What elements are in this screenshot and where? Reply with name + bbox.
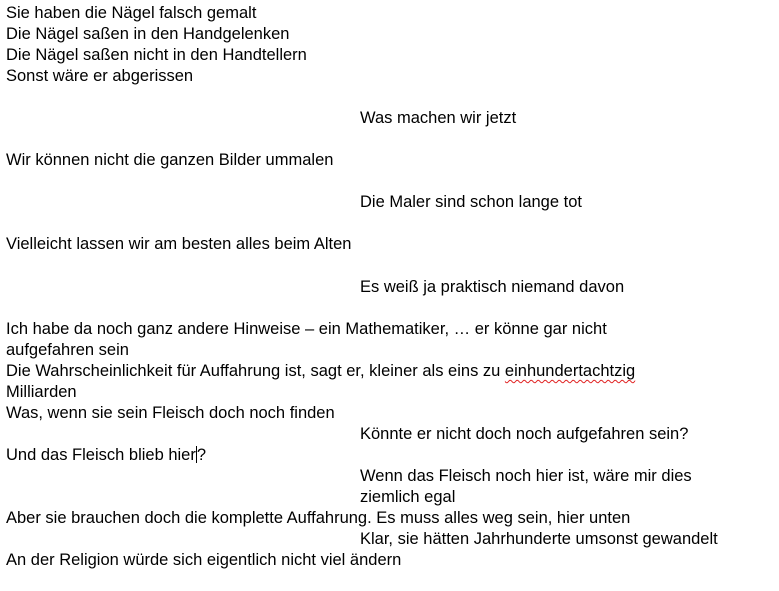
text-line: Milliarden <box>6 383 77 401</box>
text-line: Ich habe da noch ganz andere Hinweise – ein Mathematiker, … er könne gar nicht <box>6 320 607 338</box>
text-line: Aber sie brauchen doch die komplette Auffahrung. Es muss alles weg sein, hier unten <box>6 509 631 527</box>
text-line-indented: Könnte er nicht doch noch aufgefahren sein? <box>360 425 689 443</box>
text-line <box>6 361 635 382</box>
text-run: ? <box>196 446 207 464</box>
text-line-indented: Klar, sie hätten Jahrhunderte umsonst gewandelt <box>360 530 718 548</box>
text-line-indented: ziemlich egal <box>360 488 456 506</box>
text-line-indented: Was machen wir jetzt <box>360 109 517 127</box>
text-line: Vielleicht lassen wir am besten alles beim Alten <box>6 235 352 253</box>
text-line: Sonst wäre er abgerissen <box>6 67 194 85</box>
text-line: An der Religion würde sich eigentlich nicht viel ändern <box>6 551 402 569</box>
text-line: Wir können nicht die ganzen Bilder ummalen <box>6 151 334 169</box>
text-line-indented: Wenn das Fleisch noch hier ist, wäre mir dies <box>360 467 692 485</box>
text-line-indented: Die Maler sind schon lange tot <box>360 193 582 211</box>
misspelled-word[interactable]: einhundertachtzig <box>504 362 636 380</box>
text-line: Die Nägel saßen nicht in den Handtellern <box>6 46 307 64</box>
text-run: Die Wahrscheinlichkeit für Auffahrung ist, sagt er, kleiner als eins zu <box>6 362 505 380</box>
text-run: Und das Fleisch blieb hier <box>6 446 196 464</box>
text-line: Sie haben die Nägel falsch gemalt <box>6 4 257 22</box>
text-line-indented: Es weiß ja praktisch niemand davon <box>360 278 625 296</box>
text-line: Was, wenn sie sein Fleisch doch noch finden <box>6 404 335 422</box>
text-line: Die Nägel saßen in den Handgelenken <box>6 25 290 43</box>
text-line <box>6 445 206 466</box>
text-line: aufgefahren sein <box>6 341 129 359</box>
